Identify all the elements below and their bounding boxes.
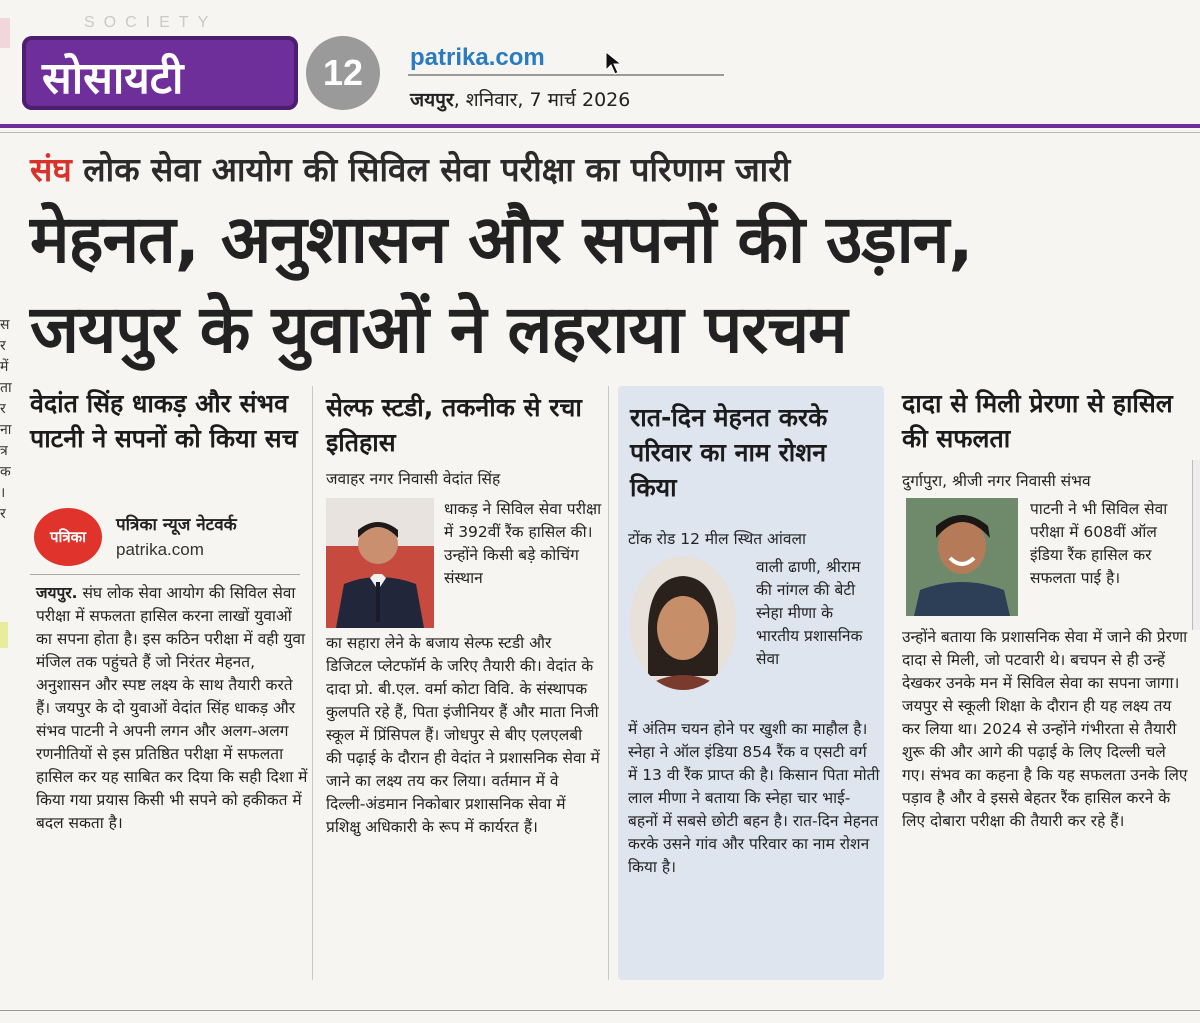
- col2-intro: जवाहर नगर निवासी वेदांत सिंह: [326, 470, 501, 488]
- edge-char: र: [0, 401, 6, 417]
- edge-char: र: [0, 338, 6, 354]
- edge-color-strip: [0, 18, 10, 48]
- byline-network: पत्रिका न्यूज नेटवर्क: [116, 515, 237, 535]
- headline-line-1: मेहनत, अनुशासन और सपनों की उड़ान,: [30, 201, 973, 278]
- col4-intro: दुर्गापुरा, श्रीजी नगर निवासी संभव: [902, 472, 1091, 490]
- col2-subheading: सेल्फ स्टडी, तकनीक से रचा इतिहास: [326, 393, 582, 457]
- byline-site: patrika.com: [116, 540, 204, 559]
- header-divider: [408, 74, 724, 76]
- kicker-text: लोक सेवा आयोग की सिविल सेवा परीक्षा का परिणाम जारी: [71, 150, 791, 189]
- headline-line-2: जयपुर के युवाओं ने लहराया परचम: [30, 291, 847, 368]
- header-thin-rule: [0, 132, 1200, 133]
- edition-dateline: [410, 86, 630, 112]
- page-number-badge: 12: [306, 36, 380, 110]
- edge-char: ता: [0, 380, 12, 396]
- byline-divider: [30, 574, 300, 575]
- column-divider: [312, 386, 313, 980]
- col1-body-text: संघ लोक सेवा आयोग की सिविल सेवा परीक्षा में सफलता हासिल करना लाखों युवाओं का सपना होता है। इस कठिन परीक्षा में वही युवा मंजिल तक पहुंचते हैं जो निरंतर मेहनत, अनुशासन और स्पष्ट लक्ष्य के साथ तैयारी करते हैं। जयपुर के दो युवाओं वेदांत सिंह धाकड़ और संभव पाटनी ने अपनी लगन और अलग-अलग रणनीतियों से इस प्रतिष्ठित परीक्षा में सफलता हासिल कर यह साबित कर दिया कि सही दिशा में किया गया प्रयास किसी भी सपने को हकीकत में बदल सकता है।: [36, 584, 308, 832]
- edge-highlight-box: [0, 622, 8, 648]
- edge-char: ना: [0, 422, 12, 438]
- col3-intro: टोंक रोड 12 मील स्थित आंवला: [628, 530, 806, 548]
- edge-char: त्र: [0, 443, 8, 459]
- col3-wrap-text: वाली ढाणी, श्रीराम की नांगल की बेटी स्नेहा मीणा के भारतीय प्रशासनिक सेवा: [756, 558, 863, 668]
- edge-char: ।: [0, 485, 6, 501]
- kicker-accent-word: संघ: [30, 150, 72, 189]
- body-dateline: जयपुर.: [36, 584, 78, 602]
- col4-body: उन्होंने बताया कि प्रशासनिक सेवा में जाने की प्रेरणा दादा से मिली, जो पटवारी थे। बचपन से ही उन्हें देखकर उनके मन में सिविल सेवा का सपना जागा। जयपुर से स्कूली शिक्षा के दौरान ही यह लक्ष्य तय कर लिया था। 2024 से उन्होंने गंभीरता से तैयारी शुरू की और आगे की पढ़ाई के लिए दिल्ली चले गए। संभव का कहना है कि यह सफलता उनके लिए पड़ाव है और वे इससे बेहतर रैंक हासिल करने के लिए दोबारा परीक्षा की तैयारी कर रहे हैं।: [902, 628, 1188, 830]
- sneha-portrait-photo: [630, 556, 736, 690]
- clipped-adjacent-element: [1192, 460, 1200, 630]
- edge-char: में: [0, 359, 9, 375]
- edge-char: स: [0, 317, 10, 333]
- col1-body: [36, 582, 308, 835]
- edge-char: क: [0, 464, 11, 480]
- col3-subheading: रात-दिन मेहनत करके परिवार का नाम रोशन किया: [630, 403, 828, 502]
- col1-subheading: वेदांत सिंह धाकड़ और संभव पाटनी ने सपनों को किया सच: [30, 389, 298, 453]
- section-ghost-label: SOCIETY: [84, 14, 218, 31]
- col2-body: का सहारा लेने के बजाय सेल्फ स्टडी और डिजिटल प्लेटफॉर्म के जरिए तैयारी की। वेदांत के दादा प्रो. बी.एल. वर्मा कोटा विवि. के संस्थापक कुलपति रहे हैं, पिता इंजीनियर हैं और माता निजी स्कूल में प्रिंसिपल हैं। जोधपुर से बीए एलएलबी की पढ़ाई के दौरान ही वेदांत ने प्रशासनिक सेवा में जाने का लक्ष्य तय कर लिया। वर्तमान में वे दिल्ली-अंडमान निकोबार प्रशासनिक सेवा में प्रशिक्षु अधिकारी के रूप में कार्यरत हैं।: [326, 634, 600, 836]
- page-bottom-rule: [0, 1010, 1200, 1011]
- col4-wrap-text: पाटनी ने भी सिविल सेवा परीक्षा में 608वीं ऑल इंडिया रैंक हासिल कर सफलता पाई है।: [1030, 500, 1168, 587]
- patrika-logo: पत्रिका: [34, 508, 102, 566]
- col4-subheading: दादा से मिली प्रेरणा से हासिल की सफलता: [902, 389, 1173, 453]
- sambhav-portrait-photo: [906, 498, 1018, 616]
- col2-wrap-text: धाकड़ ने सिविल सेवा परीक्षा में 392वीं रैंक हासिल की। उन्होंने किसी बड़े कोचिंग संस्थान: [444, 500, 602, 587]
- header-accent-rule: [0, 124, 1200, 128]
- site-url-link[interactable]: patrika.com: [410, 44, 545, 71]
- edge-char: र: [0, 506, 6, 522]
- column-divider: [608, 386, 609, 980]
- mouse-pointer-icon: [604, 50, 624, 76]
- col3-body: में अंतिम चयन होने पर खुशी का माहौल है। स्नेहा ने ऑल इंडिया 854 रैंक व एसटी वर्ग में 13 वी रैंक प्राप्त की है। किसान पिता मोती लाल मीणा ने बताया कि स्नेहा चार भाई-बहनों में सबसे छोटी बहन है। रात-दिन मेहनत करके उसने गांव और परिवार का नाम रोशन किया है।: [628, 720, 880, 876]
- vedant-portrait-photo: [326, 498, 434, 628]
- edition-city: जयपुर: [410, 89, 454, 111]
- article-kicker: [30, 146, 790, 191]
- section-title: सोसायटी: [42, 53, 184, 104]
- clipped-adjacent-column: [0, 315, 16, 525]
- edition-date: , शनिवार, 7 मार्च 2026: [453, 89, 631, 111]
